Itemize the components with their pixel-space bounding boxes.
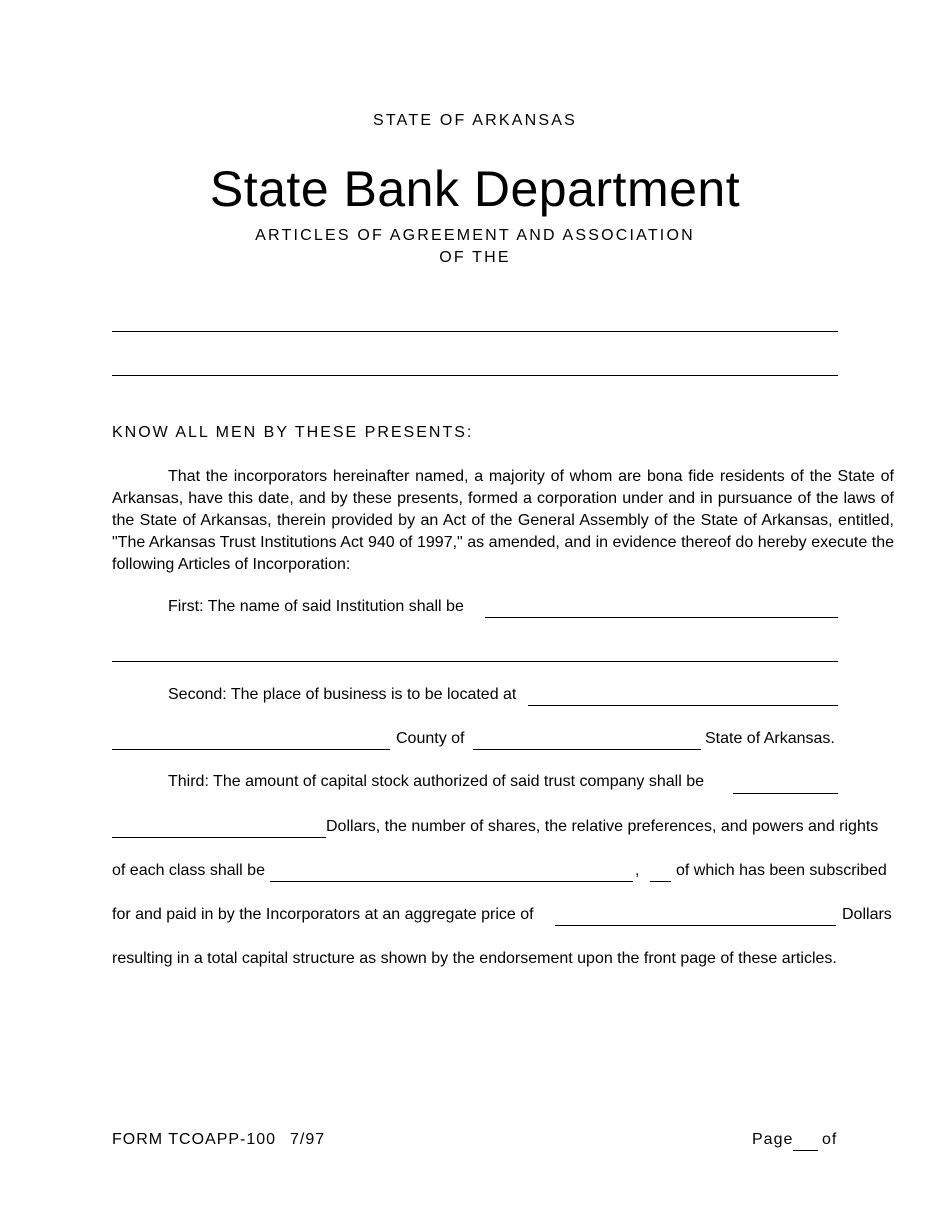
paid-in-label: for and paid in by the Incorporators at an aggregate price of — [112, 906, 534, 923]
institution-name-field-continued[interactable] — [112, 661, 838, 662]
page-label: Page — [752, 1131, 794, 1148]
articles-heading-line2: OF THE — [439, 249, 511, 266]
dollars-label: Dollars — [842, 906, 892, 923]
department-title: State Bank Department — [209, 161, 741, 217]
form-date: 7/97 — [290, 1131, 326, 1148]
county-field[interactable] — [473, 749, 701, 750]
each-class-label: of each class shall be — [112, 862, 265, 879]
institution-name-field[interactable] — [485, 617, 838, 618]
page-of-label: of — [822, 1131, 838, 1148]
state-heading: STATE OF ARKANSAS — [373, 112, 577, 129]
class-description-field[interactable] — [270, 881, 633, 882]
intro-paragraph-text: That the incorporators hereinafter named, a majority of whom are bona fide residents of the State of Arkansas, have this date, and by these presents, formed a corporation under and in pursuance of the laws of the State of Arkansas, therein provided by an Act of the General Assembly of the State of Arkansas, entitled, "The Arkansas Trust Institutions Act 940 of 1997," as amended, and in evidence thereof do hereby execute the following Articles of Incorporation: — [112, 468, 894, 573]
capital-stock-field[interactable] — [733, 793, 838, 794]
articles-heading-line1: ARTICLES OF AGREEMENT AND ASSOCIATION — [255, 227, 695, 244]
comma: , — [635, 862, 640, 879]
subscribed-label: of which has been subscribed — [676, 862, 887, 879]
dollars-clause: Dollars, the number of shares, the relative preferences, and powers and rights — [326, 818, 879, 835]
articles-heading — [0, 225, 950, 269]
resulting-text: resulting in a total capital structure as shown by the endorsement upon the front page of these articles. — [112, 950, 837, 967]
form-number: FORM TCOAPP-100 — [112, 1131, 277, 1148]
article-second-label: Second: The place of business is to be located at — [168, 686, 517, 703]
intro-heading: KNOW ALL MEN BY THESE PRESENTS: — [112, 424, 474, 441]
aggregate-price-field[interactable] — [555, 925, 836, 926]
county-of-label: County of — [396, 730, 465, 747]
article-first-label: First: The name of said Institution shall be — [168, 598, 464, 615]
intro-paragraph — [112, 466, 894, 576]
subscribed-shares-field[interactable] — [650, 881, 671, 882]
institution-name-line-1[interactable] — [112, 331, 838, 332]
page-number-field[interactable] — [793, 1150, 818, 1151]
state-of-arkansas-label: State of Arkansas. — [705, 730, 835, 747]
city-field[interactable] — [112, 749, 390, 750]
place-of-business-field[interactable] — [528, 705, 838, 706]
article-third-label: Third: The amount of capital stock authorized of said trust company shall be — [168, 773, 704, 790]
institution-name-line-2[interactable] — [112, 375, 838, 376]
capital-stock-field-continued[interactable] — [112, 837, 326, 838]
